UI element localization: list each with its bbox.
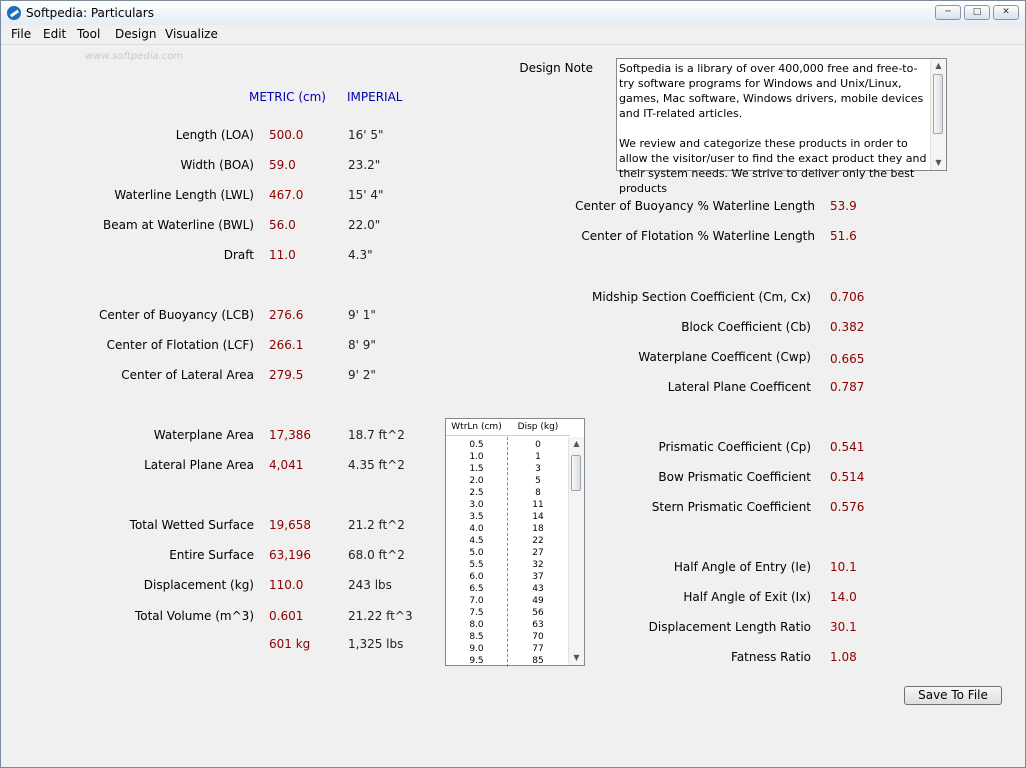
label-total-volume: Total Volume (m^3) xyxy=(134,609,254,623)
value-prismatic-coefficient: 0.541 xyxy=(830,440,865,454)
value-total-volume-imperial: 21.22 ft^3 xyxy=(348,609,413,623)
design-note-textarea[interactable] xyxy=(616,58,947,195)
imperial-header: IMPERIAL xyxy=(347,90,403,104)
value-entire-surface-metric: 63,196 xyxy=(269,548,311,562)
table-scroll-up-icon[interactable]: ▲ xyxy=(573,439,580,448)
value-entire-surface-imperial: 68.0 ft^2 xyxy=(348,548,405,562)
table-scrollbar[interactable] xyxy=(568,437,584,665)
table-cell-displacement: 18 xyxy=(532,524,544,534)
table-cell-waterline: 0.5 xyxy=(469,440,484,450)
value-volume-mass-metric: 601 kg xyxy=(269,637,311,651)
design-note-text[interactable]: Softpedia is a library of over 400,000 free and free-to-try software programs for Windows and Unix/Linux, games, Mac software, Windows drivers, mobile devices and IT-related articles. We review and categorize these products in order to allow the visitor/user to find the exact product they and their system needs. We strive to deliver only the best products xyxy=(619,62,927,195)
table-cell-displacement: 85 xyxy=(532,656,544,666)
value-total-wetted-surface-imperial: 21.2 ft^2 xyxy=(348,518,405,532)
label-total-wetted-surface: Total Wetted Surface xyxy=(129,518,254,532)
title-bar[interactable] xyxy=(1,1,1025,26)
value-volume-mass-imperial: 1,325 lbs xyxy=(348,637,404,651)
value-center-flotation-imperial: 8' 9" xyxy=(348,338,376,352)
menu-edit[interactable]: Edit xyxy=(43,27,67,41)
displacement-table[interactable] xyxy=(445,418,585,666)
value-midship-coefficient: 0.706 xyxy=(830,290,865,304)
table-cell-displacement: 27 xyxy=(532,548,544,558)
label-lateral-plane-area: Lateral Plane Area xyxy=(144,458,254,472)
label-prismatic-coefficient: Prismatic Coefficient (Cp) xyxy=(658,440,811,454)
table-cell-waterline: 9.0 xyxy=(469,644,484,654)
label-displacement-length-ratio: Displacement Length Ratio xyxy=(648,620,811,634)
label-half-angle-exit: Half Angle of Exit (Ix) xyxy=(683,590,811,604)
table-cell-waterline: 9.5 xyxy=(469,656,484,666)
scroll-thumb[interactable] xyxy=(933,74,943,134)
label-cf-percent-lwl: Center of Flotation % Waterline Length xyxy=(581,229,815,243)
design-note-label: Design Note xyxy=(519,61,593,75)
table-cell-waterline: 1.0 xyxy=(469,452,484,462)
value-waterplane-area-imperial: 18.7 ft^2 xyxy=(348,428,405,442)
close-button[interactable]: ✕ xyxy=(993,5,1019,20)
value-lateral-plane-area-imperial: 4.35 ft^2 xyxy=(348,458,405,472)
menu-tool[interactable]: Tool xyxy=(77,27,101,41)
table-header-divider xyxy=(446,435,570,436)
label-waterplane-coefficient: Waterplane Coefficent (Cwp) xyxy=(638,350,811,364)
table-cell-displacement: 8 xyxy=(535,488,541,498)
label-fatness-ratio: Fatness Ratio xyxy=(731,650,811,664)
value-half-angle-entry: 10.1 xyxy=(830,560,857,574)
label-center-lateral-area: Center of Lateral Area xyxy=(121,368,254,382)
value-waterline-length-imperial: 15' 4" xyxy=(348,188,384,202)
value-center-buoyancy-imperial: 9' 1" xyxy=(348,308,376,322)
table-cell-displacement: 49 xyxy=(532,596,544,606)
watermark: www.softpedia.com xyxy=(85,51,184,62)
table-cell-waterline: 7.0 xyxy=(469,596,484,606)
save-to-file-button[interactable]: Save To File xyxy=(904,686,1002,705)
value-waterline-length-metric: 467.0 xyxy=(269,188,304,202)
label-center-flotation: Center of Flotation (LCF) xyxy=(106,338,254,352)
value-waterplane-area-metric: 17,386 xyxy=(269,428,311,442)
table-cell-displacement: 3 xyxy=(535,464,541,474)
value-draft-metric: 11.0 xyxy=(269,248,296,262)
label-center-buoyancy: Center of Buoyancy (LCB) xyxy=(99,308,254,322)
value-lateral-plane-area-metric: 4,041 xyxy=(269,458,304,472)
menu-visualize[interactable]: Visualize xyxy=(165,27,218,41)
value-length-imperial: 16' 5" xyxy=(348,128,384,142)
value-beam-waterline-imperial: 22.0" xyxy=(348,218,381,232)
table-cell-displacement: 14 xyxy=(532,512,544,522)
label-bow-prismatic-coefficient: Bow Prismatic Coefficient xyxy=(658,470,811,484)
value-cf-percent-lwl: 51.6 xyxy=(830,229,857,243)
menu-bar xyxy=(1,25,1025,45)
value-center-lateral-area-imperial: 9' 2" xyxy=(348,368,376,382)
value-total-volume-metric: 0.601 xyxy=(269,609,304,623)
value-total-wetted-surface-metric: 19,658 xyxy=(269,518,311,532)
table-cell-waterline: 5.0 xyxy=(469,548,484,558)
label-block-coefficient: Block Coefficient (Cb) xyxy=(681,320,811,334)
value-displacement-metric: 110.0 xyxy=(269,578,304,592)
table-cell-displacement: 5 xyxy=(535,476,541,486)
table-header-waterline: WtrLn (cm) xyxy=(451,422,502,432)
table-cell-waterline: 7.5 xyxy=(469,608,484,618)
table-cell-waterline: 2.5 xyxy=(469,488,484,498)
table-cell-displacement: 43 xyxy=(532,584,544,594)
table-scroll-down-icon[interactable]: ▼ xyxy=(573,653,580,662)
app-icon xyxy=(7,6,21,20)
table-cell-waterline: 4.5 xyxy=(469,536,484,546)
value-waterplane-coefficient: 0.665 xyxy=(830,352,865,366)
value-center-flotation-metric: 266.1 xyxy=(269,338,304,352)
label-length: Length (LOA) xyxy=(175,128,254,142)
label-cb-percent-lwl: Center of Buoyancy % Waterline Length xyxy=(575,199,815,213)
table-cell-waterline: 2.0 xyxy=(469,476,484,486)
table-cell-waterline: 6.5 xyxy=(469,584,484,594)
label-displacement: Displacement (kg) xyxy=(143,578,254,592)
label-entire-surface: Entire Surface xyxy=(169,548,254,562)
label-half-angle-entry: Half Angle of Entry (Ie) xyxy=(673,560,811,574)
value-lateral-plane-coefficient: 0.787 xyxy=(830,380,865,394)
value-displacement-length-ratio: 30.1 xyxy=(830,620,857,634)
table-cell-displacement: 32 xyxy=(532,560,544,570)
table-cell-waterline: 5.5 xyxy=(469,560,484,570)
value-bow-prismatic-coefficient: 0.514 xyxy=(830,470,865,484)
value-stern-prismatic-coefficient: 0.576 xyxy=(830,500,865,514)
value-draft-imperial: 4.3" xyxy=(348,248,373,262)
value-block-coefficient: 0.382 xyxy=(830,320,865,334)
value-length-metric: 500.0 xyxy=(269,128,304,142)
value-center-lateral-area-metric: 279.5 xyxy=(269,368,304,382)
menu-file[interactable]: File xyxy=(11,27,32,41)
label-draft: Draft xyxy=(223,248,254,262)
value-width-imperial: 23.2" xyxy=(348,158,381,172)
scroll-up-icon[interactable]: ▲ xyxy=(935,61,942,70)
table-cell-displacement: 77 xyxy=(532,644,544,654)
table-scroll-thumb[interactable] xyxy=(571,455,581,491)
label-waterline-length: Waterline Length (LWL) xyxy=(114,188,254,202)
scroll-down-icon[interactable]: ▼ xyxy=(935,158,942,167)
metric-header: METRIC (cm) xyxy=(249,90,326,104)
table-cell-displacement: 22 xyxy=(532,536,544,546)
value-width-metric: 59.0 xyxy=(269,158,296,172)
label-width: Width (BOA) xyxy=(180,158,254,172)
design-note-scrollbar[interactable] xyxy=(930,59,946,170)
table-cell-waterline: 3.5 xyxy=(469,512,484,522)
label-waterplane-area: Waterplane Area xyxy=(153,428,254,442)
label-lateral-plane-coefficient: Lateral Plane Coefficent xyxy=(667,380,811,394)
table-cell-displacement: 37 xyxy=(532,572,544,582)
value-displacement-imperial: 243 lbs xyxy=(348,578,392,592)
table-cell-displacement: 1 xyxy=(535,452,541,462)
table-cell-waterline: 3.0 xyxy=(469,500,484,510)
value-half-angle-exit: 14.0 xyxy=(830,590,857,604)
value-beam-waterline-metric: 56.0 xyxy=(269,218,296,232)
table-cell-displacement: 11 xyxy=(532,500,544,510)
value-center-buoyancy-metric: 276.6 xyxy=(269,308,304,322)
table-cell-displacement: 70 xyxy=(532,632,544,642)
table-header-displacement: Disp (kg) xyxy=(517,422,559,432)
table-cell-waterline: 1.5 xyxy=(469,464,484,474)
window-title: Softpedia: Particulars xyxy=(26,6,154,20)
label-beam-waterline: Beam at Waterline (BWL) xyxy=(102,218,254,232)
table-cell-displacement: 63 xyxy=(532,620,544,630)
table-cell-waterline: 8.5 xyxy=(469,632,484,642)
label-stern-prismatic-coefficient: Stern Prismatic Coefficient xyxy=(651,500,811,514)
value-cb-percent-lwl: 53.9 xyxy=(830,199,857,213)
value-fatness-ratio: 1.08 xyxy=(830,650,857,664)
table-cell-waterline: 6.0 xyxy=(469,572,484,582)
minimize-button[interactable]: ─ xyxy=(935,5,961,20)
table-cell-waterline: 8.0 xyxy=(469,620,484,630)
maximize-button[interactable]: □ xyxy=(964,5,990,20)
table-cell-waterline: 4.0 xyxy=(469,524,484,534)
table-cell-displacement: 56 xyxy=(532,608,544,618)
menu-design[interactable]: Design xyxy=(115,27,157,41)
label-midship-coefficient: Midship Section Coefficient (Cm, Cx) xyxy=(591,290,811,304)
table-cell-displacement: 0 xyxy=(535,440,541,450)
